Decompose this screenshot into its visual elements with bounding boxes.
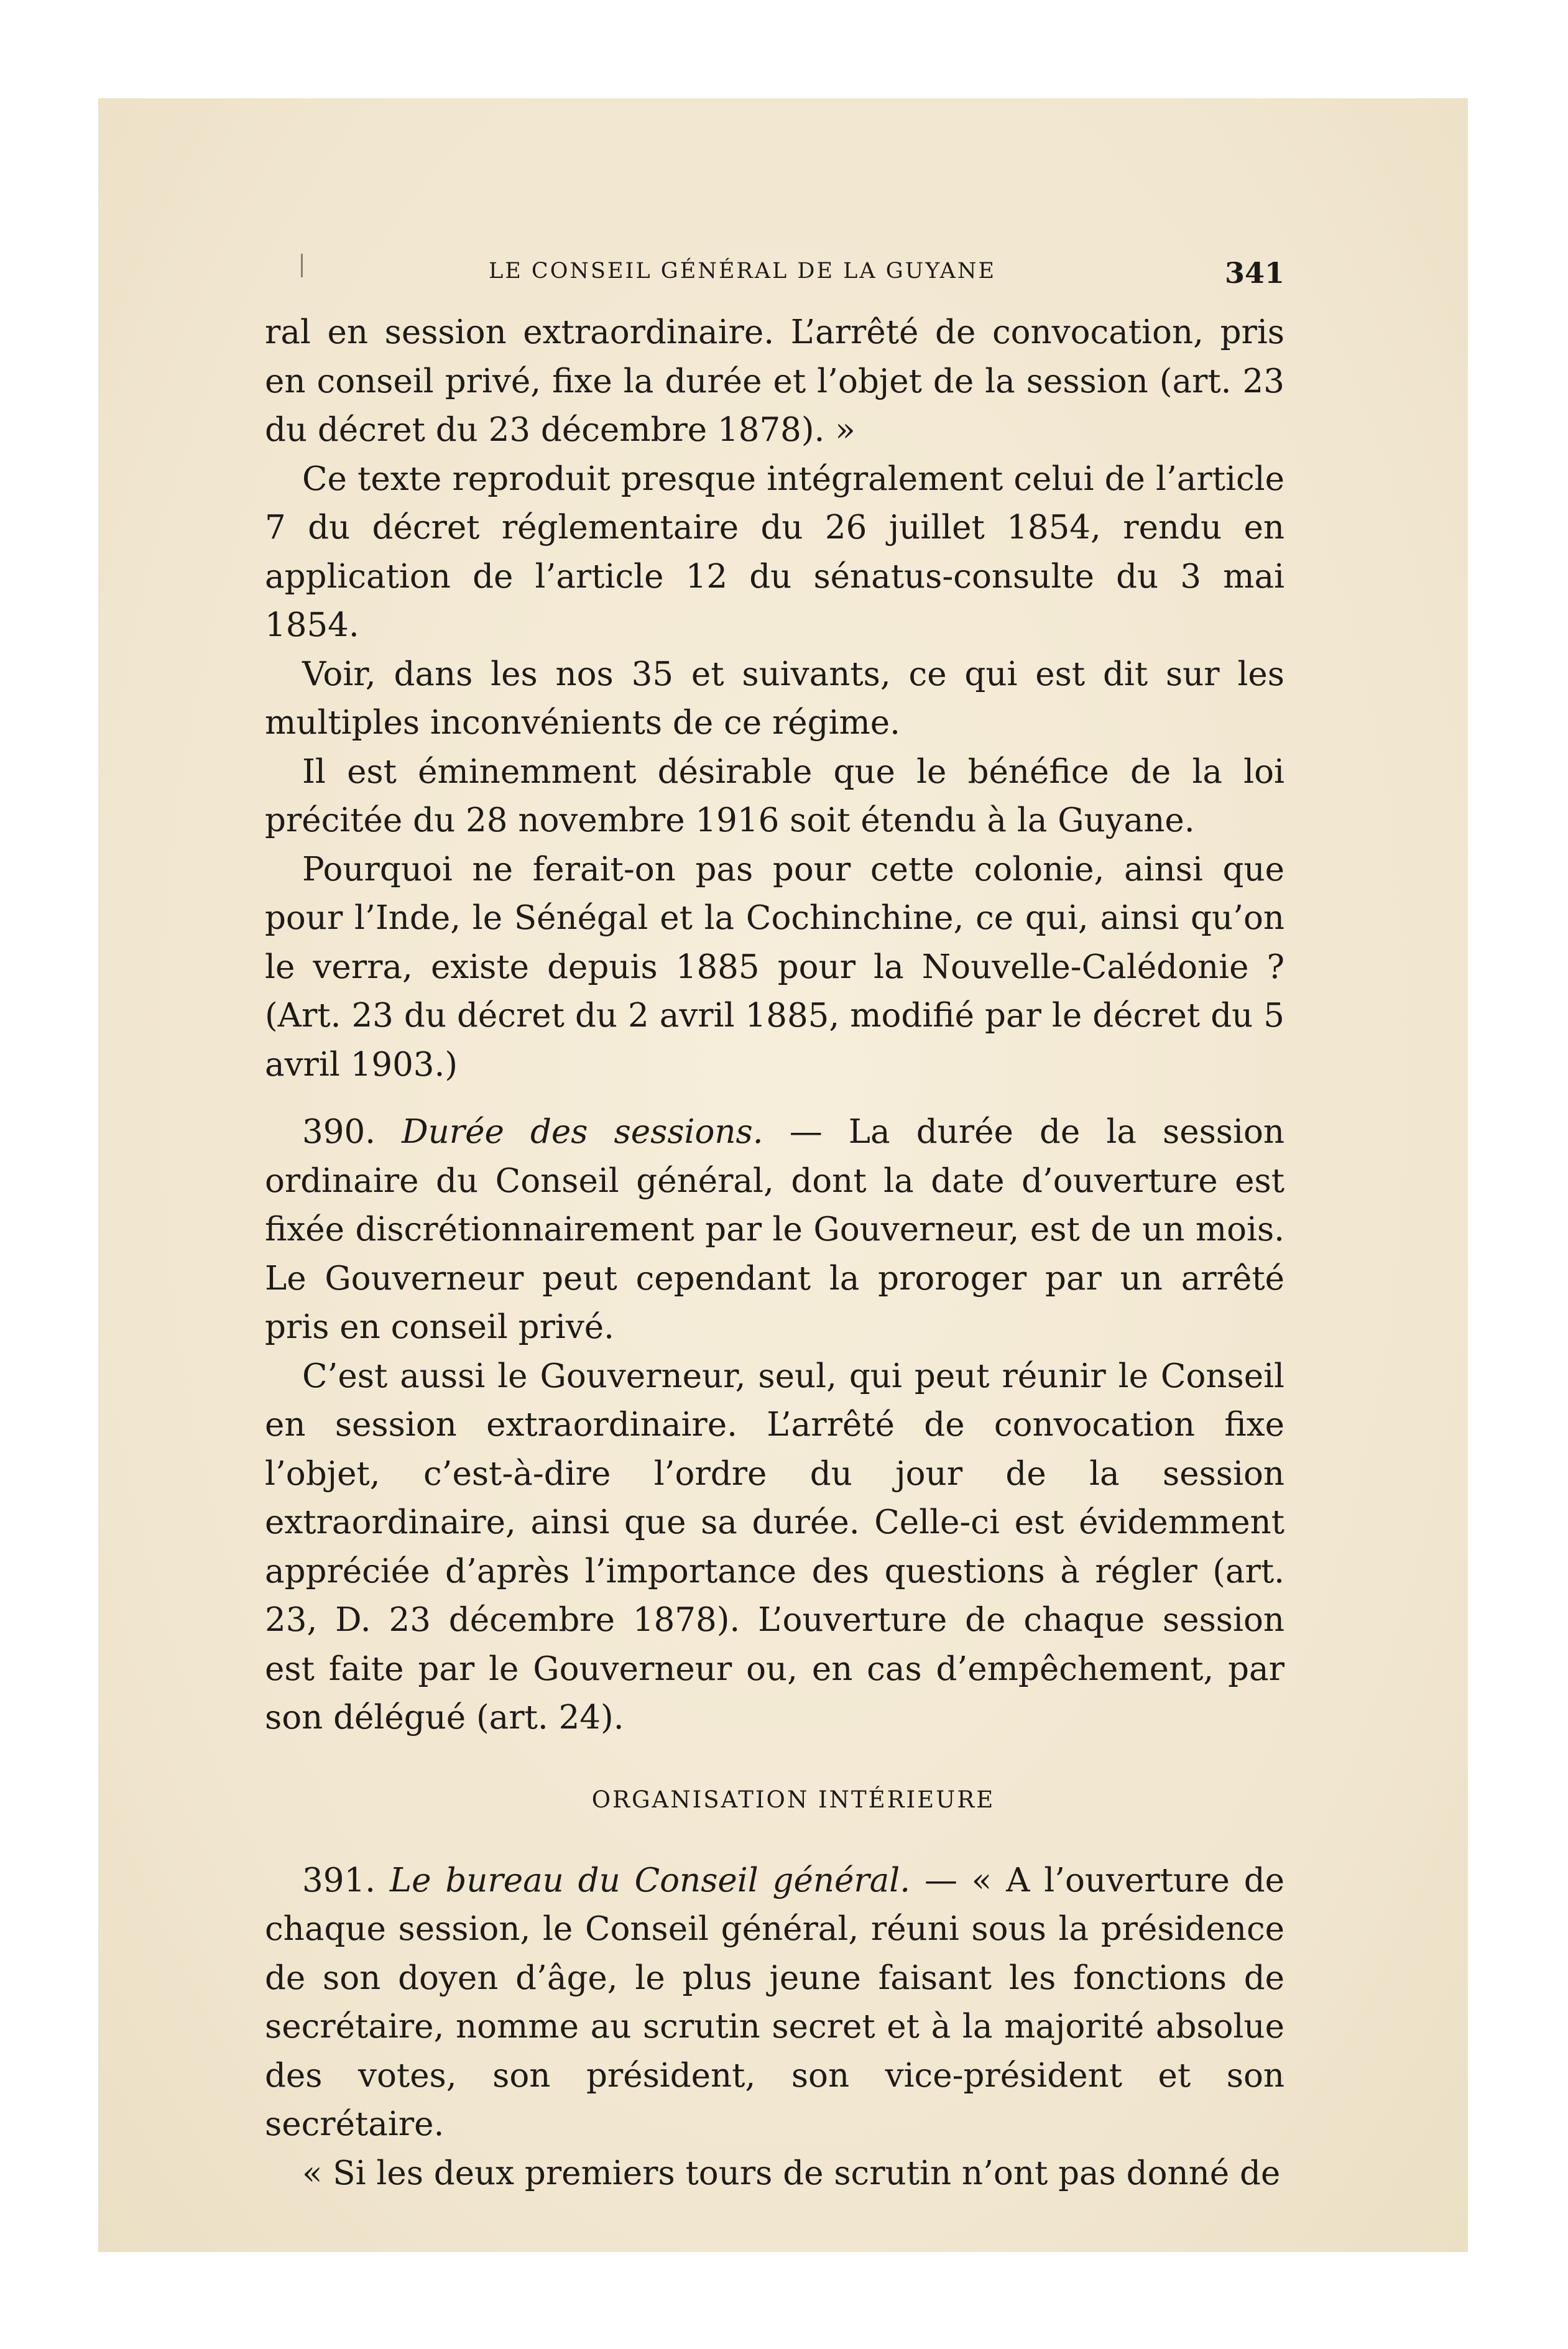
paragraph: Il est éminemment désirable que le bénéfice de la loi précitée du 28 novembre 1916 soit étendu à la Guyane. — [265, 752, 1284, 839]
margin-mark — [301, 254, 303, 277]
paragraph: Pourquoi ne ferait-on pas pour cette colonie, ainsi que pour l’Inde, le Sénégal et la Cochinchine, ce qui, ainsi qu’on le verra, existe depuis 1885 pour la Nouvelle-Calédonie ? (Art. 23 du décret du 2 avril 1885, modifié par le décret du 5 avril 1903.) — [265, 850, 1284, 1084]
paragraph: Voir, dans les nos 35 et suivants, ce qui est dit sur les multiples inconvénients de ce régime. — [265, 655, 1284, 742]
paragraph: C’est aussi le Gouverneur, seul, qui peut réunir le Conseil en session extraordinaire. L’arrêté de convocation fixe l’objet, c’est-à-dire l’ordre du jour de la session extraordinaire, ainsi que sa durée. Celle-ci est évidemment appréciée d’après l’importance des questions à régler (art. 23, D. 23 décembre 1878). L’ouverture de chaque session est faite par le Gouverneur ou, en cas d’empêchement, par son délégué (art. 24). — [265, 1357, 1284, 1737]
paragraph: Ce texte reproduit presque intégralement celui de l’article 7 du décret réglementaire du 26 juillet 1854, rendu en application de l’article 12 du sénatus-consulte du 3 mai 1854. — [265, 459, 1284, 644]
section-390 — [265, 1108, 1284, 1352]
section-number: 391. — [302, 1861, 376, 1899]
page-content — [265, 256, 1285, 2198]
paragraph-continuation: ral en session extraordinaire. L’arrêté de convocation, pris en conseil privé, fixe la durée et l’objet de la session (art. 23 du décret du 23 décembre 1878). » — [265, 313, 1284, 449]
section-number: 390. — [302, 1113, 376, 1151]
section-text: — « A l’ouverture de chaque session, le Conseil général, réuni sous la présidence de son doyen d’âge, le plus jeune faisant les fonctions de secrétaire, nomme au scrutin secret et à la majorité absolue des votes, son président, son vice-président et son secrétaire. — [265, 1861, 1285, 2143]
section-title: Le bureau du Conseil général. — [389, 1861, 911, 1899]
section-title: Durée des sessions. — [402, 1113, 763, 1151]
book-page — [98, 98, 1468, 2252]
section-391 — [265, 1857, 1284, 2149]
page-number: 341 — [1224, 256, 1284, 290]
paragraph: « Si les deux premiers tours de scrutin n’ont pas donné de — [302, 2154, 1281, 2192]
running-title: LE CONSEIL GÉNÉRAL DE LA GUYANE — [489, 259, 997, 284]
running-head — [265, 256, 1284, 308]
subheading: ORGANISATION INTÉRIEURE — [591, 1786, 995, 1813]
section-text: — La durée de la session ordinaire du Conseil général, dont la date d’ouverture est fixée discrétionnairement par le Gouverneur, est de un mois. Le Gouverneur peut cependant la proroger par un arrêté pris en conseil privé. — [265, 1113, 1284, 1346]
